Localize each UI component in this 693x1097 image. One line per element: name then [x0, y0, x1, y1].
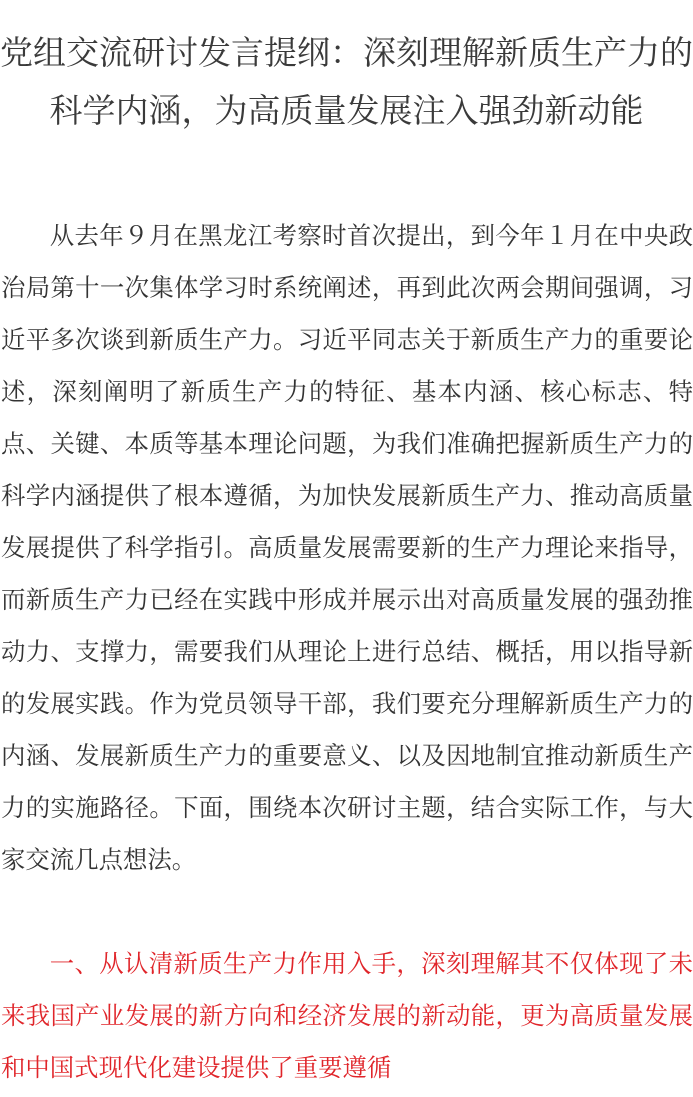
document-title: 党组交流研讨发言提纲：深刻理解新质生产力的科学内涵，为高质量发展注入强劲新动能	[0, 33, 693, 130]
intro-paragraph: 从去年９月在黑龙江考察时首次提出，到今年１月在中央政治局第十一次集体学习时系统阐述，再到此次两会期间强调，习近平多次谈到新质生产力。习近平同志关于新质生产力的重要论述，深刻阐明了新质生产力的特征、基本内涵、核心标志、特点、关键、本质等基本理论问题，为我们准确把握新质生产力的科学内涵提供了根本遵循，为加快发展新质生产力、推动高质量发展提供了科学指引。高质量发展需要新的生产力理论来指导，而新质生产力已经在实践中形成并展示出对高质量发展的强劲推动力、支撑力，需要我们从理论上进行总结、概括，用以指导新的发展实践。作为党员领导干部，我们要充分理解新质生产力的内涵、发展新质生产力的重要意义、以及因地制宜推动新质生产力的实施路径。下面，围绕本次研讨主题，结合实际工作，与大家交流几点想法。	[1, 221, 693, 874]
section-heading: 一、从认清新质生产力作用入手，深刻理解其不仅体现了未来我国产业发展的新方向和经济发展的新动能，更为高质量发展和中国式现代化建设提供了重要遵循	[1, 949, 693, 1082]
